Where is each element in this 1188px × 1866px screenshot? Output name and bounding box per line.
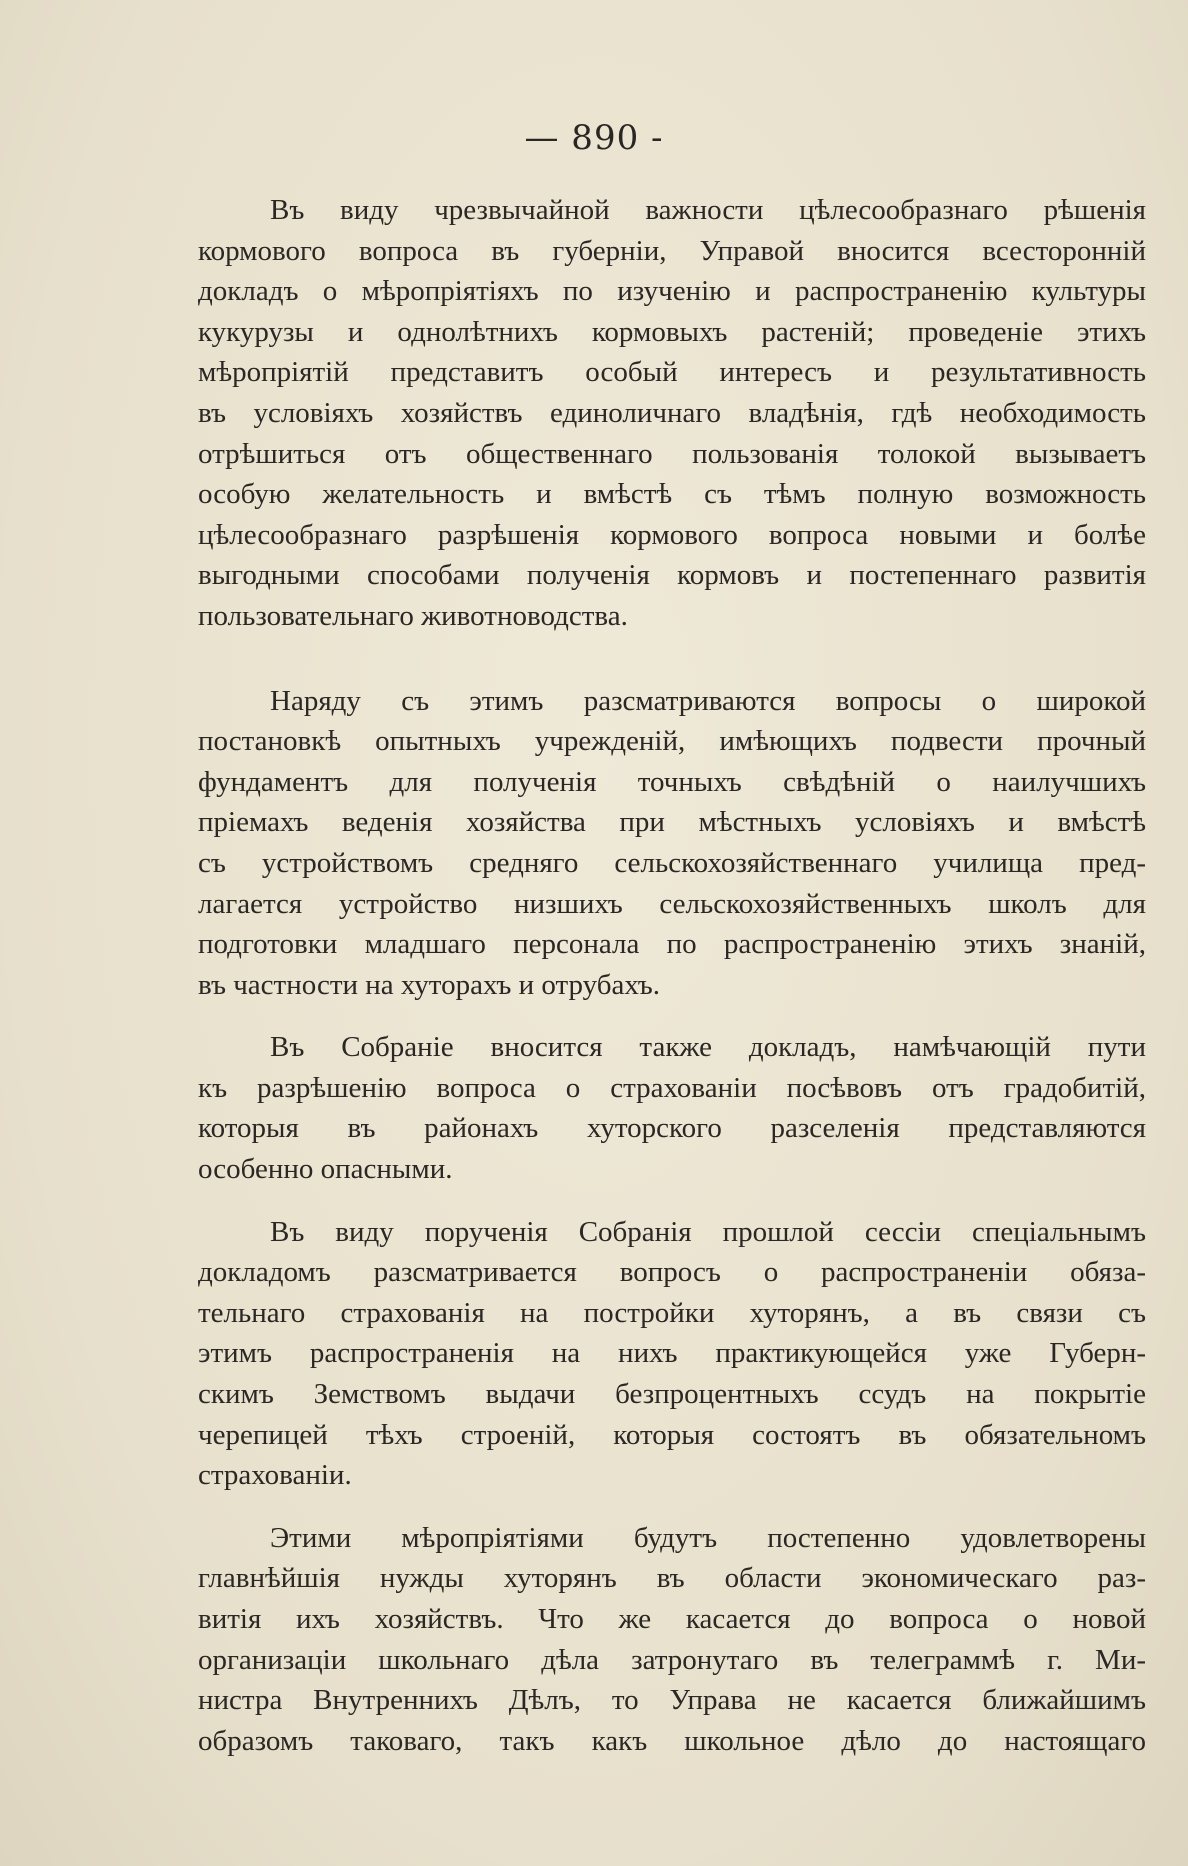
text-line: докладъ о мѣропріятіяхъ по изученію и распространенію культуры xyxy=(198,275,1146,308)
page-number: — 890 - xyxy=(524,118,664,158)
paragraph xyxy=(198,190,1146,637)
text-line: въ частности на хуторахъ и отрубахъ. xyxy=(198,968,661,1001)
paragraph xyxy=(198,1027,1146,1189)
text-line: выгодными способами полученія кормовъ и постепеннаго развитія xyxy=(198,559,1146,592)
text-line: подготовки младшаго персонала по распространенію этихъ знаній, xyxy=(198,928,1146,961)
text-line: фундаментъ для полученія точныхъ свѣдѣній о наилучшихъ xyxy=(198,765,1146,798)
text-line: къ разрѣшенію вопроса о страхованіи посѣвовъ отъ градобитій, xyxy=(198,1071,1146,1104)
text-line: особую желательность и вмѣстѣ съ тѣмъ полную возможность xyxy=(198,478,1146,511)
paragraph xyxy=(198,681,1146,1006)
text-line: докладомъ разсматривается вопросъ о распространеніи обяза- xyxy=(198,1256,1146,1289)
paragraph xyxy=(198,1518,1146,1762)
text-line: въ условіяхъ хозяйствъ единоличнаго владѣнія, гдѣ необходимость xyxy=(198,396,1146,429)
text-line: нистра Внутреннихъ Дѣлъ, то Управа не касается ближайшимъ xyxy=(198,1684,1146,1717)
text-line: главнѣйшія нужды хуторянъ въ области экономическаго раз- xyxy=(198,1562,1146,1595)
text-line: организаціи школьнаго дѣла затронутаго въ телеграммѣ г. Ми- xyxy=(198,1643,1146,1676)
text-line: цѣлесообразнаго разрѣшенія кормового вопроса новыми и болѣе xyxy=(198,518,1146,551)
text-line: тельнаго страхованія на постройки хуторянъ, а въ связи съ xyxy=(198,1296,1146,1329)
text-line: мѣропріятій представитъ особый интересъ и результативность xyxy=(198,356,1146,389)
text-line: кормового вопроса въ губерніи, Управой вносится всесторонній xyxy=(198,234,1146,267)
text-line: лагается устройство низшихъ сельскохозяйственныхъ школъ для xyxy=(198,887,1146,920)
text-line: пользовательнаго животноводства. xyxy=(198,599,628,632)
text-line: этимъ распространенія на нихъ практикующейся уже Губерн- xyxy=(198,1337,1146,1370)
text-line: которыя въ районахъ хуторского разселенія представляются xyxy=(198,1112,1146,1145)
text-line: черепицей тѣхъ строеній, которыя состоятъ въ обязательномъ xyxy=(198,1418,1146,1451)
paragraph xyxy=(198,1212,1146,1496)
text-line: пріемахъ веденія хозяйства при мѣстныхъ условіяхъ и вмѣстѣ xyxy=(198,806,1146,839)
text-line: Наряду съ этимъ разсматриваются вопросы о широкой xyxy=(270,684,1146,717)
text-line: Въ виду чрезвычайной важности цѣлесообразнаго рѣшенія xyxy=(270,194,1146,226)
text-line: образомъ таковаго, такъ какъ школьное дѣло до настоящаго xyxy=(198,1724,1146,1757)
text-line: Въ виду порученія Собранія прошлой сессіи спеціальнымъ xyxy=(270,1215,1146,1248)
text-line: особенно опасными. xyxy=(198,1153,453,1186)
text-line: Въ Собраніе вносится также докладъ, намѣчающій пути xyxy=(270,1031,1146,1064)
text-line: съ устройствомъ средняго сельскохозяйственнаго училища пред- xyxy=(198,846,1146,879)
text-line: страхованіи. xyxy=(198,1459,352,1492)
text-line: Этими мѣропріятіями будутъ постепенно удовлетворены xyxy=(270,1521,1146,1554)
text-line: витія ихъ хозяйствъ. Что же касается до вопроса о новой xyxy=(198,1603,1146,1635)
text-line: постановкѣ опытныхъ учрежденій, имѣющихъ подвести прочный xyxy=(198,725,1146,758)
text-line: кукурузы и однолѣтнихъ кормовыхъ растеній; проведеніе этихъ xyxy=(198,315,1146,348)
text-line: скимъ Земствомъ выдачи безпроцентныхъ ссудъ на покрытіе xyxy=(198,1378,1146,1411)
body-text xyxy=(198,190,1146,1761)
text-line: отрѣшиться отъ общественнаго пользованія толокой вызываетъ xyxy=(198,437,1146,470)
